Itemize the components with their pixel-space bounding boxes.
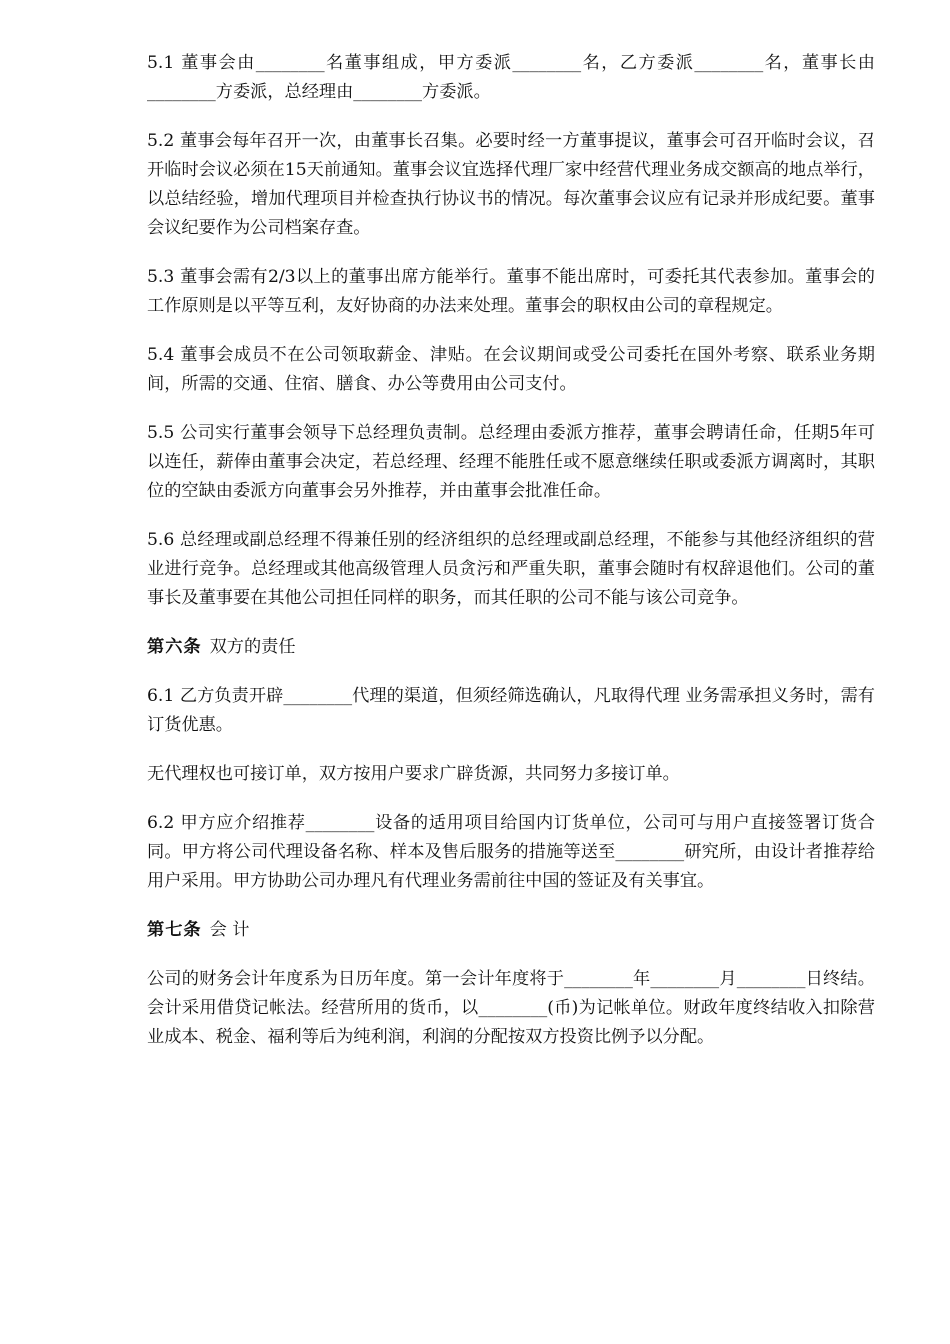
article-6-title: 双方的责任 [209,637,296,657]
clause-5-6: 5.6 总经理或副总经理不得兼任别的经济组织的总经理或副总经理，不能参与其他经济组织的营业进行竞争。总经理或其他高级管理人员贪污和严重失职，董事会随时有权辞退他们。公司的董事长及董事要在其他公司担任同样的职务，而其任职的公司不能与该公司竞争。 [147,530,875,608]
clause-5-2: 5.2 董事会每年召开一次，由董事长召集。必要时经一方董事提议，董事会可召开临时会议，召开临时会议必须在15天前通知。董事会议宜选择代理厂家中经营代理业务成交额高的地点举行，以总结经验，增加代理项目并检查执行协议书的情况。每次董事会议应有记录并形成纪要。董事会议纪要作为公司档案存查。 [147,131,875,238]
article-7-number: 第七条 [147,920,202,940]
clause-6-2: 6.2 甲方应介绍推荐________设备的适用项目给国内订货单位，公司可与用户直接签署订货合同。甲方将公司代理设备名称、样本及售后服务的措施等送至________研究所，由设计者推荐给用户采用。甲方协助公司办理凡有代理业务需前往中国的签证及有关事宜。 [147,813,875,891]
article-7-title: 会 计 [209,920,250,940]
clause-6-1: 6.1 乙方负责开辟________代理的渠道，但须经筛选确认，凡取得代理 业务需承担义务时，需有订货优惠。 [147,686,875,735]
clause-5-3: 5.3 董事会需有2/3以上的董事出席方能举行。董事不能出席时，可委托其代表参加。董事会的工作原则是以平等互利，友好协商的办法来处理。董事会的职权由公司的章程规定。 [147,267,875,316]
article-6-number: 第六条 [147,637,202,657]
clause-6-1-note: 无代理权也可接订单，双方按用户要求广辟货源，共同努力多接订单。 [147,764,680,784]
article-7-heading [147,916,875,945]
clause-5-1: 5.1 董事会由________名董事组成，甲方委派________名，乙方委派________名，董事长由________方委派，总经理由________方委派。 [147,53,875,102]
document-page [147,49,875,1072]
clause-7-1: 公司的财务会计年度系为日历年度。第一会计年度将于________年________月________日终结。会计采用借贷记帐法。经营所用的货币，以________(币)为记帐单位。财政年度终结收入扣除营业成本、税金、福利等后为纯利润，利润的分配按双方投资比例予以分配。 [147,969,875,1047]
clause-5-4: 5.4 董事会成员不在公司领取薪金、津贴。在会议期间或受公司委托在国外考察、联系业务期间，所需的交通、住宿、膳食、办公等费用由公司支付。 [147,345,875,394]
article-6-heading [147,633,875,662]
clause-5-5: 5.5 公司实行董事会领导下总经理负责制。总经理由委派方推荐，董事会聘请任命，任期5年可以连任，薪俸由董事会决定，若总经理、经理不能胜任或不愿意继续任职或委派方调离时，其职位的空缺由委派方向董事会另外推荐，并由董事会批准任命。 [147,423,875,501]
